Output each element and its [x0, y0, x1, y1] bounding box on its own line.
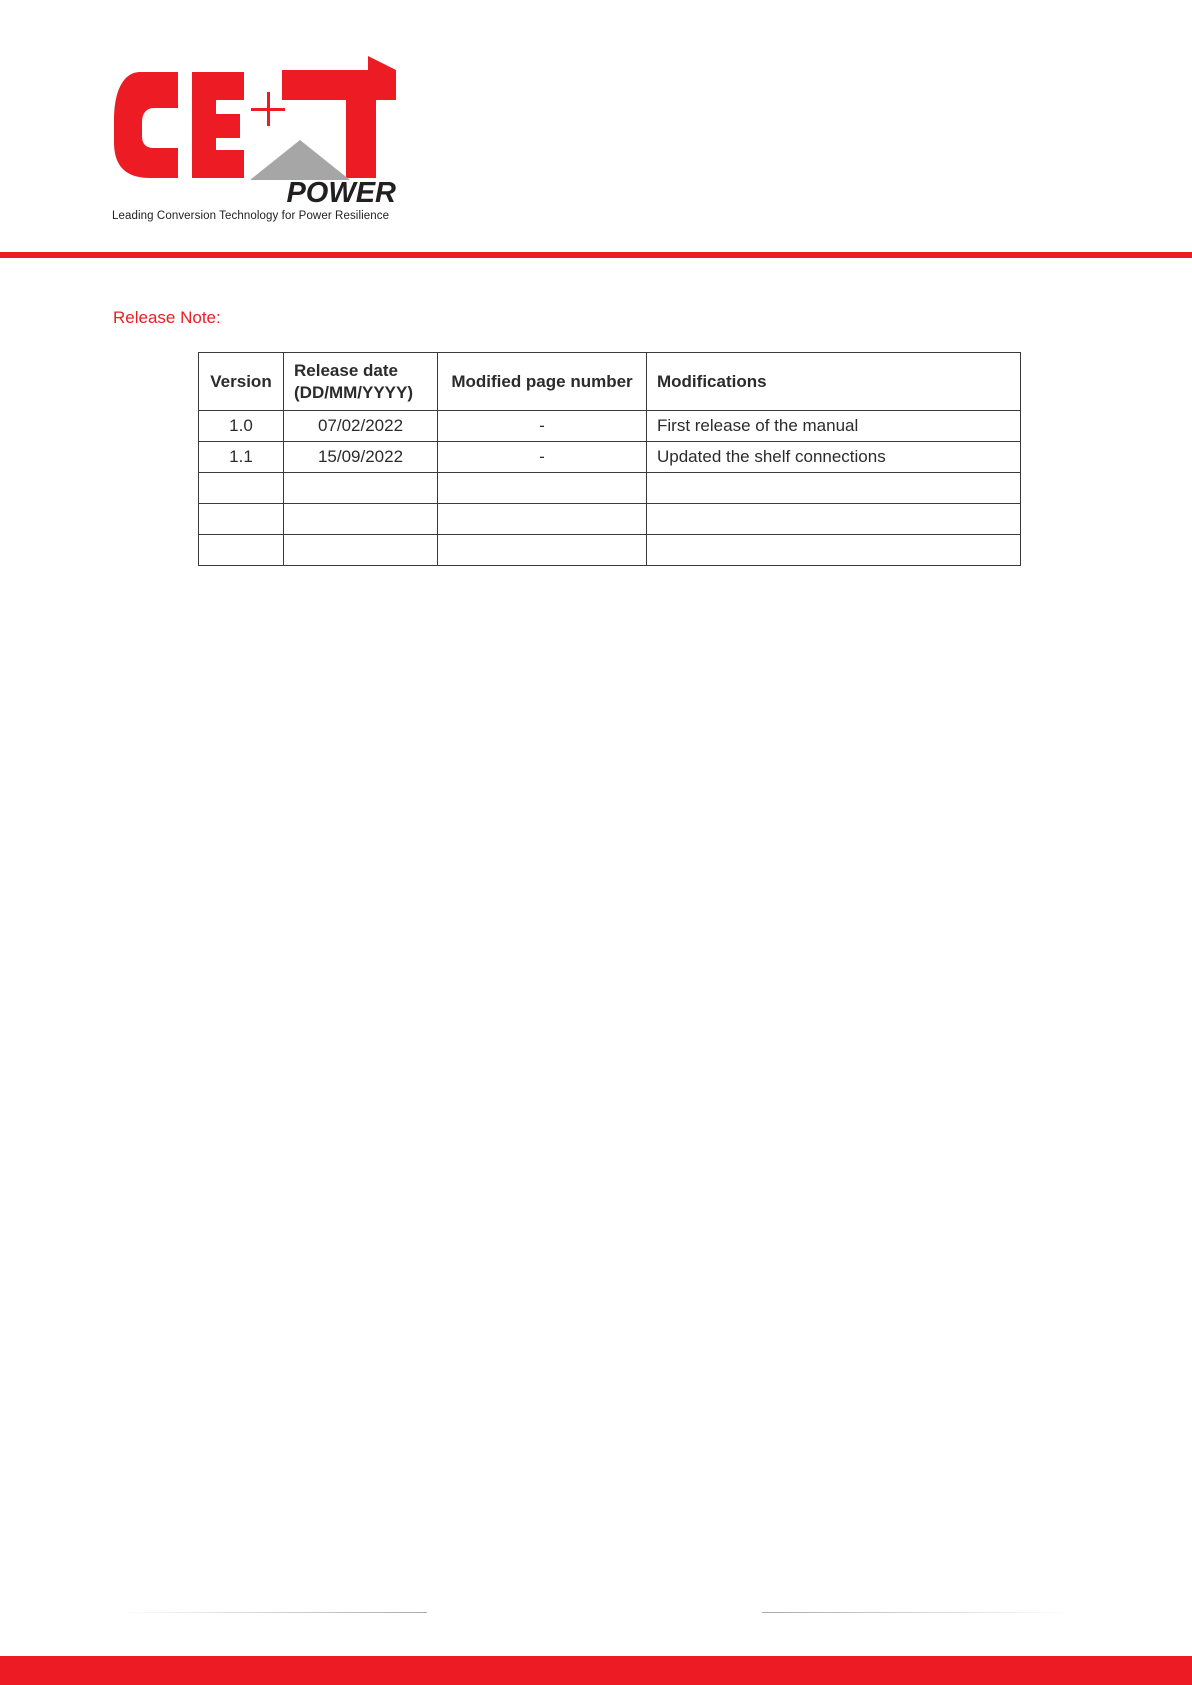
brand-logo: [110, 52, 400, 232]
cell-date: [284, 473, 438, 504]
cell-modifications: [647, 504, 1021, 535]
table-header-row: [199, 353, 1021, 411]
cell-page: [438, 504, 647, 535]
cell-modifications: [647, 535, 1021, 566]
cell-date: [284, 535, 438, 566]
cell-modifications: [647, 473, 1021, 504]
header-rule: [0, 252, 1192, 258]
cell-version: [199, 504, 284, 535]
table-row: [199, 504, 1021, 535]
cell-modifications: Updated the shelf connections: [647, 442, 1021, 473]
cell-date: [284, 504, 438, 535]
table-row: [199, 535, 1021, 566]
cet-logo-graphic: [110, 52, 400, 212]
table-row: [199, 442, 1021, 473]
table-row: [199, 411, 1021, 442]
brand-tagline: Leading Conversion Technology for Power Resilience: [112, 210, 390, 222]
header-release-date: Release date (DD/MM/YYYY): [284, 353, 438, 411]
cell-page: -: [438, 442, 647, 473]
power-wordmark: POWER: [286, 177, 396, 209]
release-note-label: Release Note:: [113, 308, 221, 327]
cell-date: 15/09/2022: [284, 442, 438, 473]
cell-version: 1.1: [199, 442, 284, 473]
cell-version: 1.0: [199, 411, 284, 442]
header-modified-page: Modified page number: [438, 353, 647, 411]
release-note-table: [198, 352, 1021, 566]
table-row: [199, 473, 1021, 504]
cell-date: 07/02/2022: [284, 411, 438, 442]
footer-divider-left: [115, 1612, 427, 1613]
footer-divider-right: [762, 1612, 1072, 1613]
header-version: Version: [199, 353, 284, 411]
cell-page: [438, 535, 647, 566]
header-modifications: Modifications: [647, 353, 1021, 411]
cell-modifications: First release of the manual: [647, 411, 1021, 442]
cell-version: [199, 535, 284, 566]
cell-page: -: [438, 411, 647, 442]
footer-bar: [0, 1656, 1192, 1685]
cell-page: [438, 473, 647, 504]
cell-version: [199, 473, 284, 504]
